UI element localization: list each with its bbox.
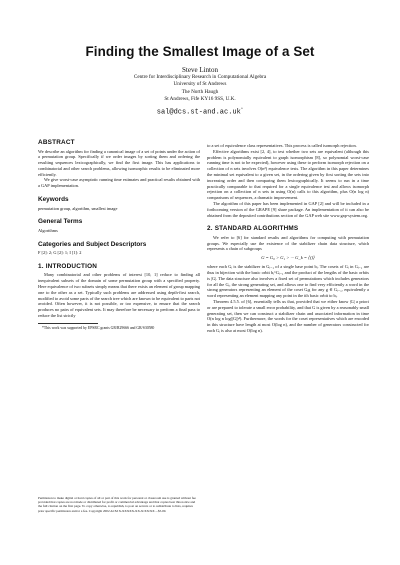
body-paragraph: Effective algorithms exist [2, 4], to test whether two sets are equivalent (although this problem is polynomially equivalent to graph isomorphism [8], so polynomial worst-case running time is not to be expected), however using these to perform isomorph rejection on a collection of n sets involves O(n²) equivalence tests. The algorithm in this paper determines the minimal set equivalent to a given set, in the ordering given by first sorting the sets into increasing order and then comparing them lexicographically. It seems to run in a time practically comparable to that required for a single equivalence test and allows isomorph rejection on a collection of n sets in using O(n) calls to this algorithm, plus O(n log n) comparisons of sequences, a dramatic improvement. [207, 148, 369, 201]
equation: G = G₀ > G₁ > ··· G_k = ⟨()⟩ [261, 255, 315, 261]
permission-block [38, 496, 200, 513]
keywords-heading: Keywords [38, 196, 69, 204]
introduction-paragraph: Many combinatorial and other problems of interest [10, 1] reduce to finding all inequivalent subsets of the domain of some permutation group with a specified property. Here equivalence of two subsets simply means that there exists an element of group mapping one to the other as a set. Typically such problems are addressed using depth-first search, modified to avoid some parts of the search tree which are known to be equivalent to parts not avoided. Often however, it is not possible, or too expensive, to ensure that the search produces no pairs of equivalent sets. It may therefore be necessary to perform a final pass to reduce the list strictly [38, 272, 200, 319]
general-terms-text: Algorithms [38, 227, 58, 233]
paper-title: Finding the Smallest Image of a Set [85, 44, 315, 59]
abstract-paragraph: We give worst-case asymptotic running time estimates and practical results obtained with a GAP implementation. [38, 177, 200, 189]
body-paragraph: to a set of equivalence class representatives. This process is called isomorph rejection. [207, 143, 357, 148]
affiliation-line: Centre for Interdisciplinary Research in Computational Algebra [133, 74, 267, 81]
abstract-heading: ABSTRACT [38, 139, 75, 146]
author-name: Steve Linton [182, 66, 218, 74]
abstract-paragraph: We describe an algorithm for finding a canonical image of a set of points under the action of a permutation group. Specifically if we order images by sorting them and ordering the resulting sequences lexicographically, we find the first image. This has applications to combinatorial and other search problems, allowing isomorphic results to be eliminated more efficiently. [38, 148, 200, 177]
author-email[interactable]: sal@dcs.st-and.ac.uk* [156, 108, 244, 117]
keywords-text: permutation group, algorithm, smallest image [38, 205, 118, 211]
categories-heading: Categories and Subject Descriptors [38, 240, 147, 248]
footnote-rule [38, 323, 98, 324]
affiliation-line: The North Haugh [181, 88, 219, 95]
footnote-text: *This work was supported by EPSRC grants GR/R29666 and GR/S30580 [42, 325, 155, 330]
body-paragraph: where each Gᵢ is the stabilizer in Gᵢ₋₁ of a single base point bᵢ. The cosets of Gᵢ in Gᵢ₋₁ are thus in bijection with the basic orbit bᵢ^Gᵢ₋₁ and the product of the lengths of the basic orbits is |G|. The data structure also involves a fixed set of permutations which includes generators for all the Gᵢ, the strong generating set, and allows one to find very efficiently a word in the strong generators representing an element of the coset Gᵢg for any g ∈ Gᵢ₋₁, equivalently a word representing an element mapping any point in the ith basic orbit to bᵢ. [207, 264, 369, 299]
permission-text: Permission to make digital or hard copies of all or part of this work for personal or classroom use is granted without fee provided that copies are not made or distributed for profit or commercial advantage and that copies bear this notice and the full citation on the first page. To copy otherwise, to republish, to post on servers or to redistribute to lists, requires prior specific permission and/or a fee. Copyright 2002 ACM X-XXXXX-XX-X/XX/XX ...$5.00. [38, 496, 196, 513]
right-column [207, 143, 369, 334]
left-column [38, 139, 200, 331]
general-terms-heading: General Terms [38, 218, 83, 226]
categories-text: F [2]: 2; G [2]: 1; I [1]: 2 [38, 250, 82, 256]
body-paragraph: Theorem 4.5.5. of [6], essentially tells us that, provided that we either know |G| a priori or are prepared to tolerate a small error probability, and that G is given by a reasonably small generating set, then we can construct a stabilizer chain and associated information in time O(n log n log(|G|)⁴). Furthermore, the words for the coset representatives which are encoded in this structure have length at most O(log n), and the number of generators constructed for each Gᵢ is also at most O(log n). [207, 299, 369, 334]
affiliation-line: University of St Andrews [173, 81, 227, 88]
author-block [0, 67, 400, 117]
affiliation-line: St Andrews, Fife KY16 9SS, U.K. [164, 95, 236, 102]
body-paragraph: We refer to [6] for standard results and algorithms for computing with permutation groups. We especially use the existence of the stabilizer chain data structure, which represents a chain of subgroups [207, 234, 369, 252]
introduction-heading: 1. INTRODUCTION [38, 262, 98, 270]
body-paragraph: The algorithm of this paper has been implemented in GAP [2] and will be included in a forthcoming version of the GRAPE [9] share package. An implementation of it can also be obtained from the deposited contributions section of the GAP web site www.gap-system.org. [207, 200, 369, 218]
section-heading: 2. STANDARD ALGORITHMS [207, 225, 299, 233]
